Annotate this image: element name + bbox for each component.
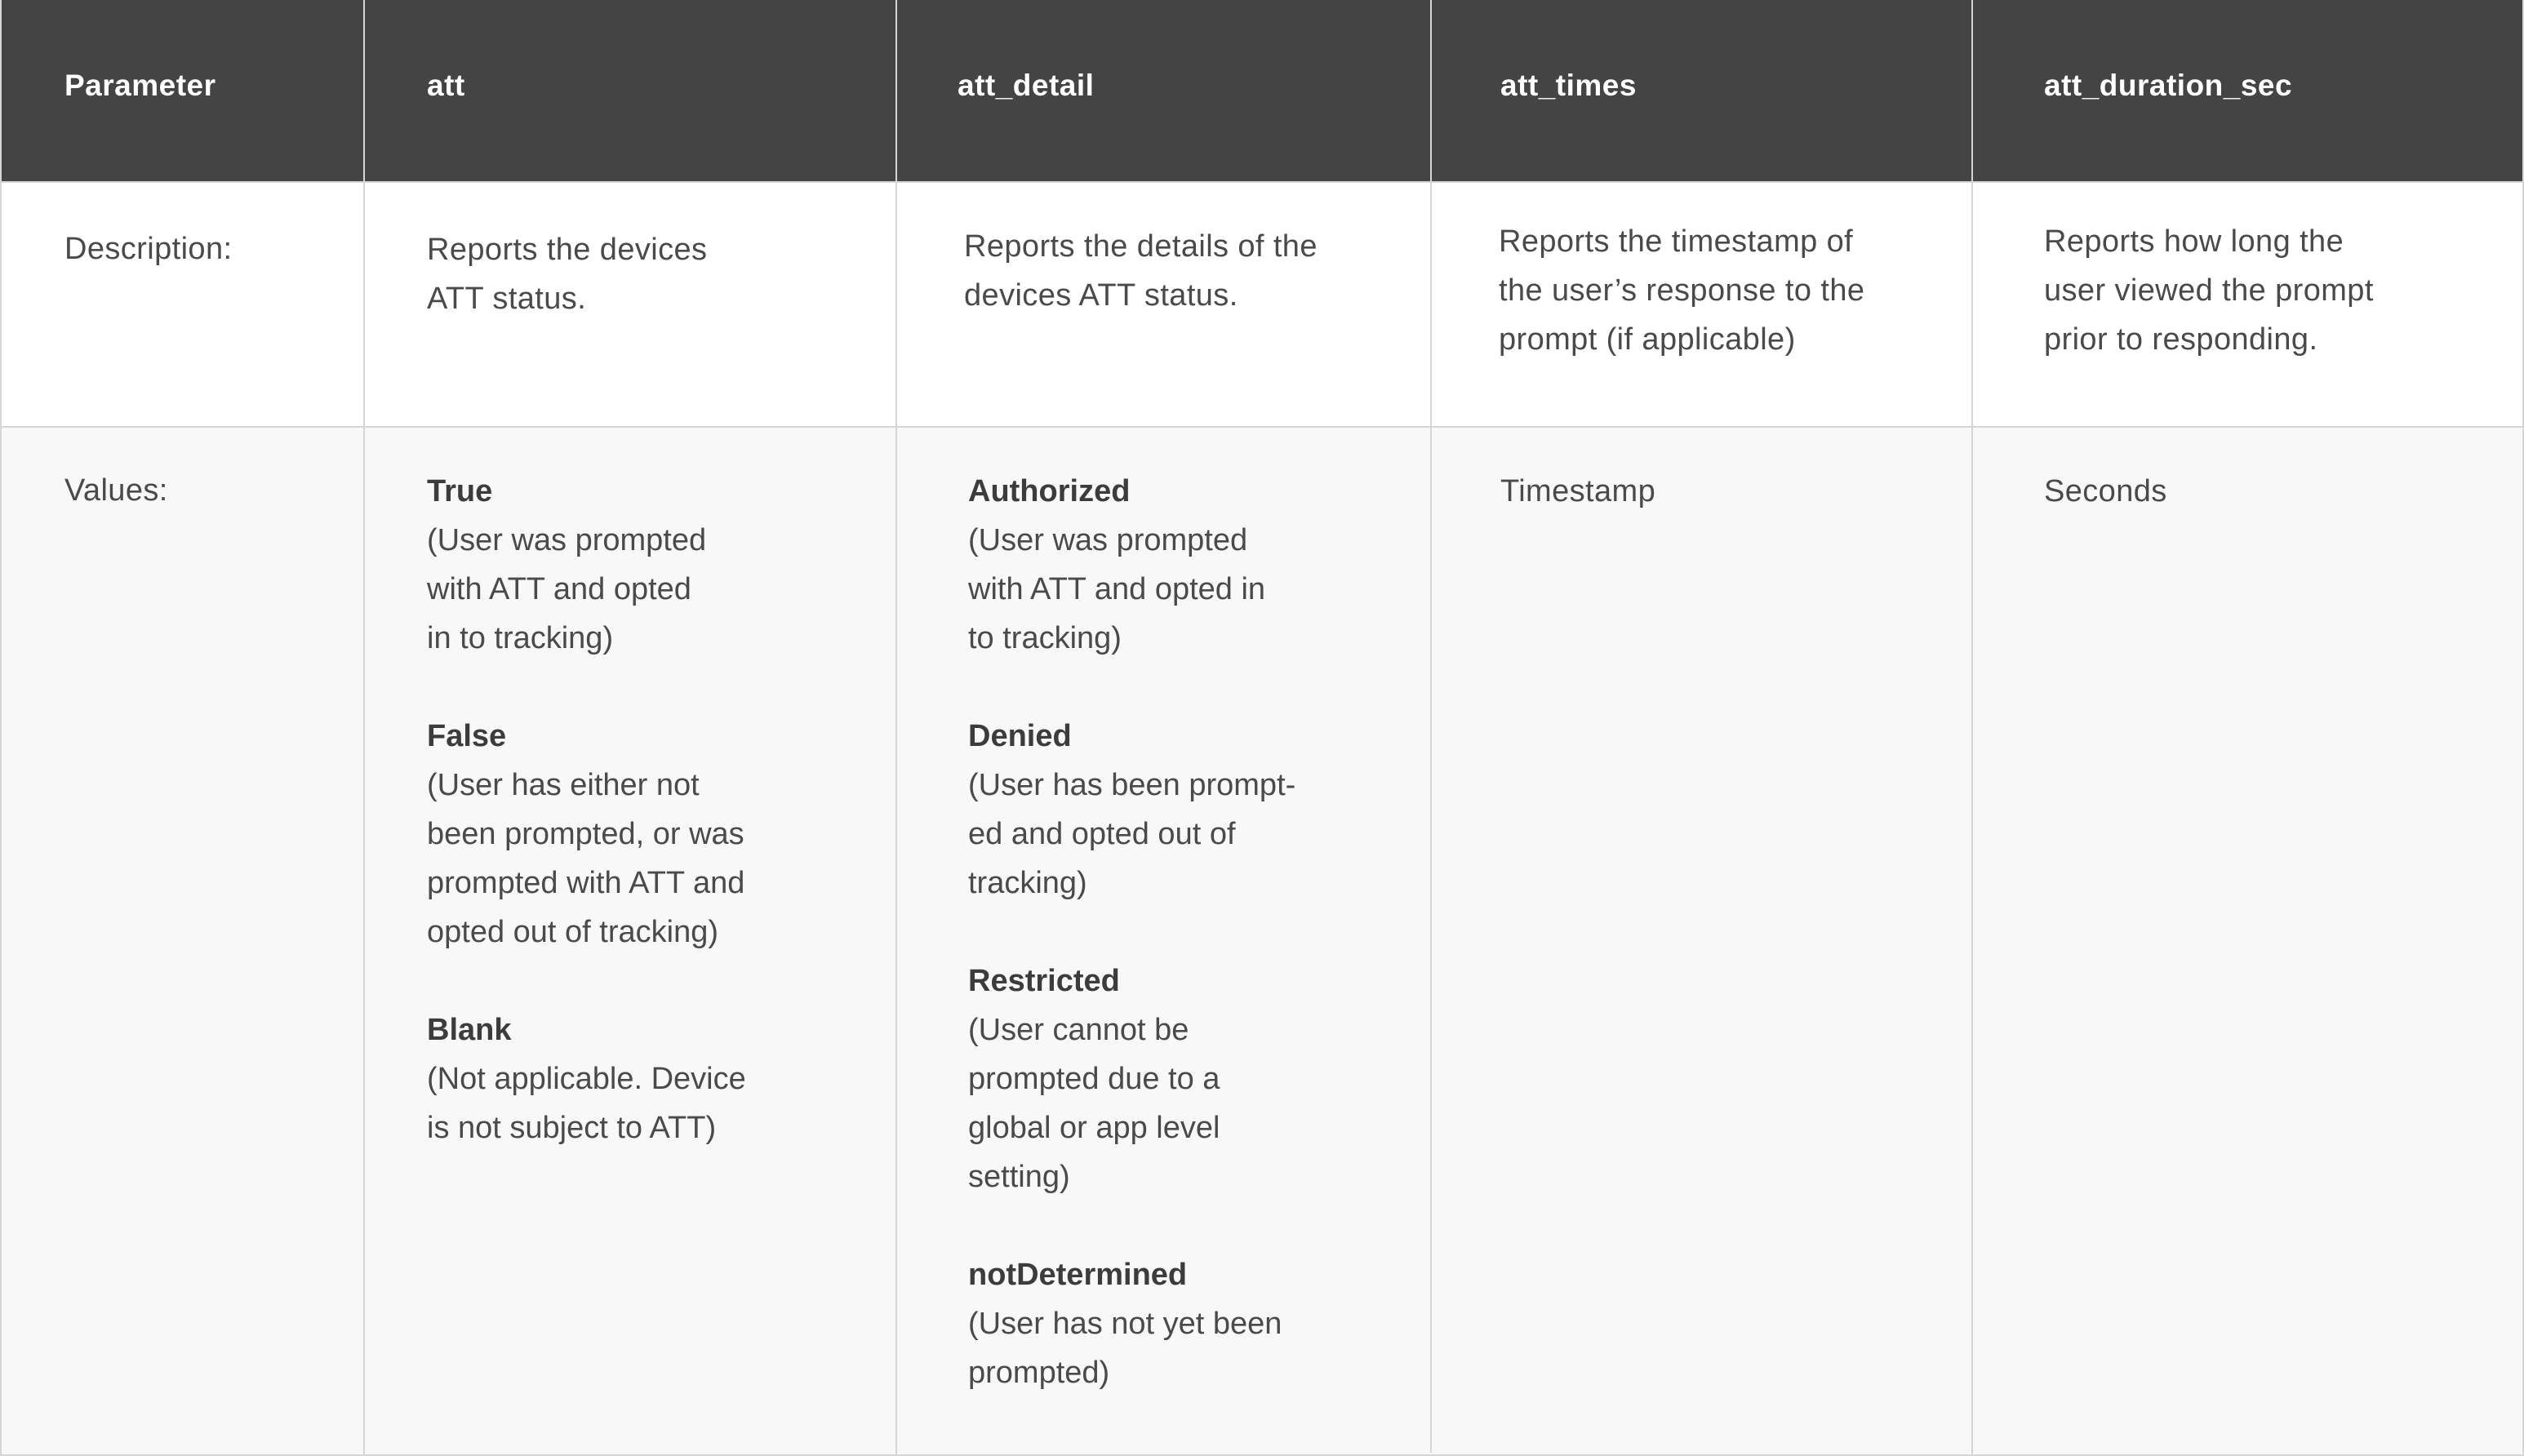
value-item xyxy=(968,467,1376,663)
value-item xyxy=(427,1005,819,1152)
value-note: (User was prompted with ATT and opted in to tracking) xyxy=(968,523,1266,655)
value-title: notDetermined xyxy=(968,1258,1188,1292)
value-note: (User has either not been prompted, or was prompted with ATT and opted out of tracking) xyxy=(427,768,745,949)
value-note: (Not applicable. Device is not subject to ATT) xyxy=(427,1062,746,1145)
values-att xyxy=(427,467,819,1201)
description-label: Description: xyxy=(64,232,233,266)
value-note: (User was prompted with ATT and opted in to tracking) xyxy=(427,523,707,655)
value-item xyxy=(968,712,1376,908)
column-divider xyxy=(0,0,2,1456)
description-att-detail: Reports the details of the devices ATT status. xyxy=(964,229,1318,313)
values-att-duration-sec: Seconds xyxy=(2044,474,2167,508)
value-title: Denied xyxy=(968,719,1072,753)
values-row xyxy=(0,428,2524,1456)
header-att-times: att_times xyxy=(1500,69,1637,102)
value-item xyxy=(427,712,819,957)
value-note: (User has been prompt- ed and opted out of tracking) xyxy=(968,768,1296,900)
table-header-row xyxy=(0,0,2524,181)
column-divider xyxy=(1430,0,1432,1453)
description-att: Reports the devices ATT status. xyxy=(427,233,708,316)
column-divider xyxy=(895,0,897,1456)
header-att: att xyxy=(427,69,465,102)
description-att-times: Reports the timestamp of the user’s response to the prompt (if applicable) xyxy=(1499,224,1865,357)
column-divider xyxy=(363,0,365,1456)
value-note: (User cannot be prompted due to a global or app level setting) xyxy=(968,1013,1220,1194)
header-att-detail: att_detail xyxy=(958,69,1095,102)
header-att-duration-sec: att_duration_sec xyxy=(2044,69,2293,102)
value-note: (User has not yet been prompted) xyxy=(968,1307,1282,1390)
value-title: False xyxy=(427,719,507,753)
value-item xyxy=(968,1250,1376,1397)
values-att-detail xyxy=(968,467,1376,1446)
values-label: Values: xyxy=(64,473,168,508)
column-divider xyxy=(1971,0,1973,1456)
value-title: Restricted xyxy=(968,964,1120,998)
header-parameter: Parameter xyxy=(64,69,216,102)
values-att-times: Timestamp xyxy=(1500,474,1656,508)
value-item xyxy=(968,957,1376,1201)
description-row xyxy=(0,181,2524,428)
value-title: Authorized xyxy=(968,474,1131,508)
value-item xyxy=(427,467,819,663)
value-title: True xyxy=(427,474,493,508)
description-att-duration-sec: Reports how long the user viewed the prompt prior to responding. xyxy=(2044,224,2374,357)
value-title: Blank xyxy=(427,1013,512,1047)
